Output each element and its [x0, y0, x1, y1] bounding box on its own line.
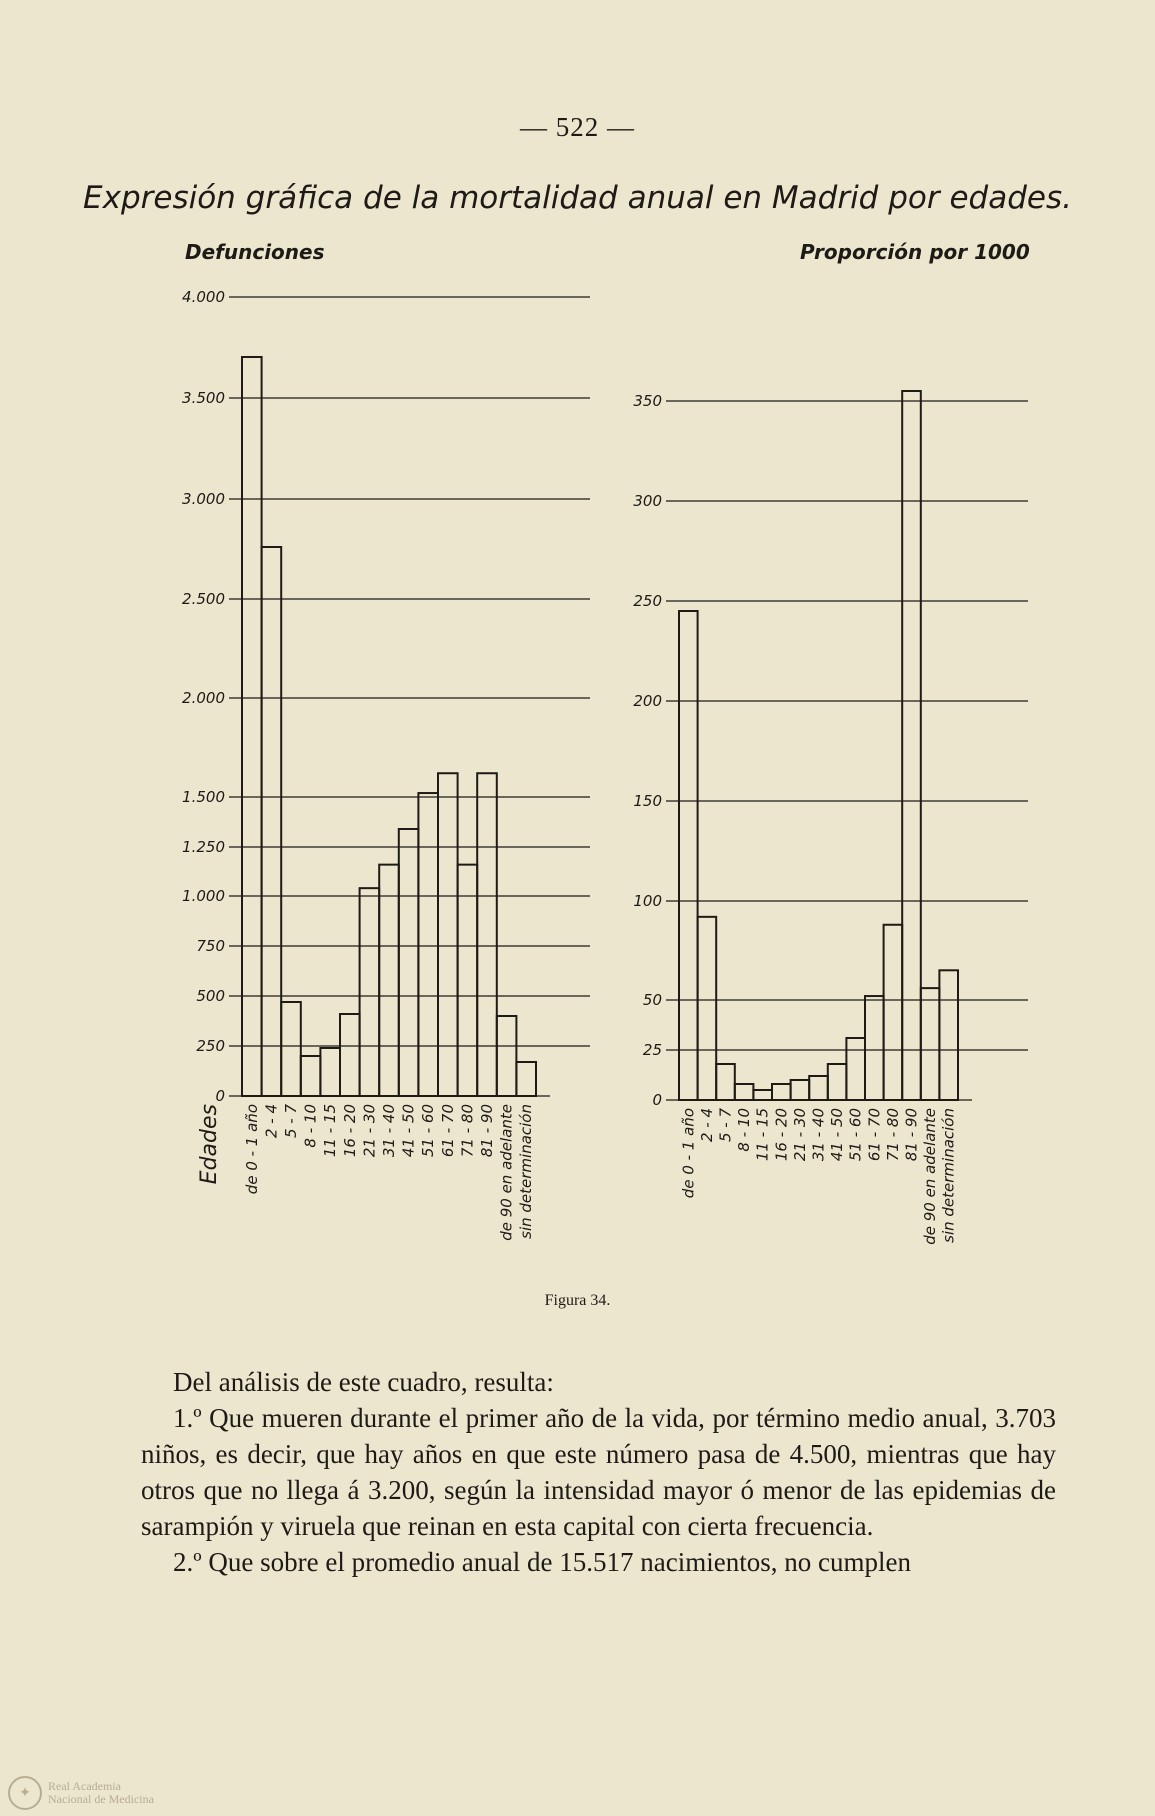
bar-right-1	[698, 917, 717, 1100]
category-label-left-8: 41 - 50	[399, 1104, 418, 1158]
category-label-right-5: 16 - 20	[772, 1108, 791, 1162]
bar-left-2	[281, 1002, 301, 1096]
ytick-right-7: 300	[633, 492, 662, 510]
category-label-right-0: de 0 - 1 año	[679, 1108, 698, 1199]
left-axis-title: Defunciones	[185, 240, 325, 264]
bar-right-14	[939, 970, 958, 1100]
category-label-left-6: 21 - 30	[360, 1104, 379, 1158]
bar-right-0	[679, 611, 698, 1100]
figure-title: Expresión gráfica de la mortalidad anual en Madrid por edades.	[83, 180, 1072, 216]
ytick-right-6: 250	[633, 592, 662, 610]
category-label-right-12: 81 - 90	[902, 1108, 921, 1162]
category-label-left-7: 31 - 40	[380, 1104, 398, 1158]
ytick-right-5: 200	[633, 692, 662, 710]
category-label-right-8: 41 - 50	[828, 1108, 847, 1162]
publisher-line-1: Real Academia	[48, 1779, 121, 1793]
bar-right-9	[846, 1038, 865, 1100]
bar-right-13	[921, 988, 940, 1100]
ytick-left-2: 500	[196, 987, 225, 1005]
body-text	[141, 1364, 1056, 1580]
bar-left-6	[360, 888, 380, 1096]
page-number: — 522 —	[520, 112, 635, 142]
category-label-left-2: 5 - 7	[282, 1104, 300, 1139]
bar-left-9	[418, 793, 438, 1096]
category-label-left-0: de 0 - 1 año	[242, 1104, 261, 1195]
category-label-left-4: 11 - 15	[321, 1104, 340, 1158]
bar-left-1	[262, 547, 282, 1096]
ytick-left-0: 0	[215, 1087, 225, 1105]
bar-right-5	[772, 1084, 791, 1100]
ytick-left-8: 2.500	[182, 590, 225, 608]
category-label-left-12: 81 - 90	[478, 1104, 496, 1158]
age-axis-label-left: Edades	[197, 1104, 222, 1185]
category-label-right-1: 2 - 4	[697, 1108, 716, 1143]
bar-left-12	[477, 773, 497, 1096]
category-label-right-11: 71 - 80	[883, 1108, 902, 1162]
category-label-left-10: 61 - 70	[438, 1104, 457, 1158]
ytick-left-1: 250	[196, 1037, 225, 1055]
bar-right-7	[809, 1076, 828, 1100]
category-label-right-2: 5 - 7	[716, 1108, 735, 1143]
category-label-right-13: de 90 en adelante	[921, 1108, 940, 1245]
bar-left-8	[399, 829, 419, 1096]
ytick-right-2: 50	[642, 991, 662, 1009]
ytick-right-4: 150	[633, 792, 662, 810]
category-label-left-5: 16 - 20	[340, 1104, 359, 1158]
category-label-left-9: 51 - 60	[419, 1104, 438, 1158]
category-label-left-13: de 90 en adelante	[497, 1104, 516, 1241]
bar-left-4	[320, 1048, 340, 1096]
bar-right-4	[753, 1090, 772, 1100]
ytick-right-1: 25	[642, 1041, 662, 1059]
bar-left-0	[242, 357, 262, 1096]
category-label-left-11: 71 - 80	[458, 1104, 477, 1158]
bar-left-7	[379, 865, 399, 1096]
bar-left-14	[516, 1062, 536, 1096]
publisher-watermark	[8, 1776, 154, 1810]
ytick-right-0: 0	[652, 1091, 662, 1109]
ytick-left-7: 2.000	[182, 689, 225, 707]
category-label-left-3: 8 - 10	[301, 1104, 320, 1148]
ytick-right-8: 350	[633, 392, 662, 410]
ytick-left-10: 3.500	[182, 389, 225, 407]
bar-right-6	[791, 1080, 810, 1100]
publisher-line-2: Nacional de Medicina	[48, 1792, 154, 1806]
paragraph-intro: Del análisis de este cuadro, resulta:	[173, 1367, 554, 1397]
bar-left-5	[340, 1014, 360, 1096]
category-label-right-10: 61 - 70	[865, 1108, 884, 1162]
bar-left-3	[301, 1056, 321, 1096]
category-label-right-14: sin determinación	[939, 1108, 958, 1243]
category-label-right-3: 8 - 10	[735, 1108, 754, 1152]
ytick-left-9: 3.000	[182, 490, 225, 508]
bar-right-12	[902, 391, 921, 1100]
bar-right-11	[884, 925, 903, 1100]
bar-right-3	[735, 1084, 754, 1100]
right-axis-title: Proporción por 1000	[800, 240, 1030, 264]
category-label-right-4: 11 - 15	[753, 1108, 772, 1162]
figure-caption: Figura 34.	[544, 1292, 611, 1309]
paragraph-1: 1.º Que mueren durante el primer año de la vida, por término medio anual, 3.703 niños, es decir, que hay años en que este número pasa de 4.500, mientras que hay otros que no llega á 3.200, según la intensidad mayor ó menor de las epidemias de sarampión y viruela que reinan en esta capital con cierta frecuencia.	[141, 1403, 1056, 1541]
ytick-left-3: 750	[196, 937, 225, 955]
bar-left-13	[497, 1016, 517, 1096]
paragraph-2: 2.º Que sobre el promedio anual de 15.517 nacimientos, no cumplen	[173, 1547, 911, 1577]
bar-left-11	[458, 865, 478, 1096]
category-label-right-7: 31 - 40	[809, 1108, 828, 1162]
academy-seal-icon: ✦	[8, 1776, 42, 1810]
ytick-left-11: 4.000	[182, 288, 225, 306]
ytick-left-5: 1.250	[182, 838, 225, 856]
bar-right-8	[828, 1064, 847, 1100]
bar-left-10	[438, 773, 458, 1096]
ytick-left-4: 1.000	[182, 887, 225, 905]
category-label-right-9: 51 - 60	[846, 1108, 865, 1162]
category-label-left-1: 2 - 4	[262, 1104, 281, 1139]
category-label-left-14: sin determinación	[517, 1104, 536, 1239]
bar-right-10	[865, 996, 884, 1100]
category-label-right-6: 21 - 30	[790, 1108, 809, 1162]
ytick-right-3: 100	[633, 892, 662, 910]
bar-right-2	[716, 1064, 735, 1100]
ytick-left-6: 1.500	[182, 788, 225, 806]
